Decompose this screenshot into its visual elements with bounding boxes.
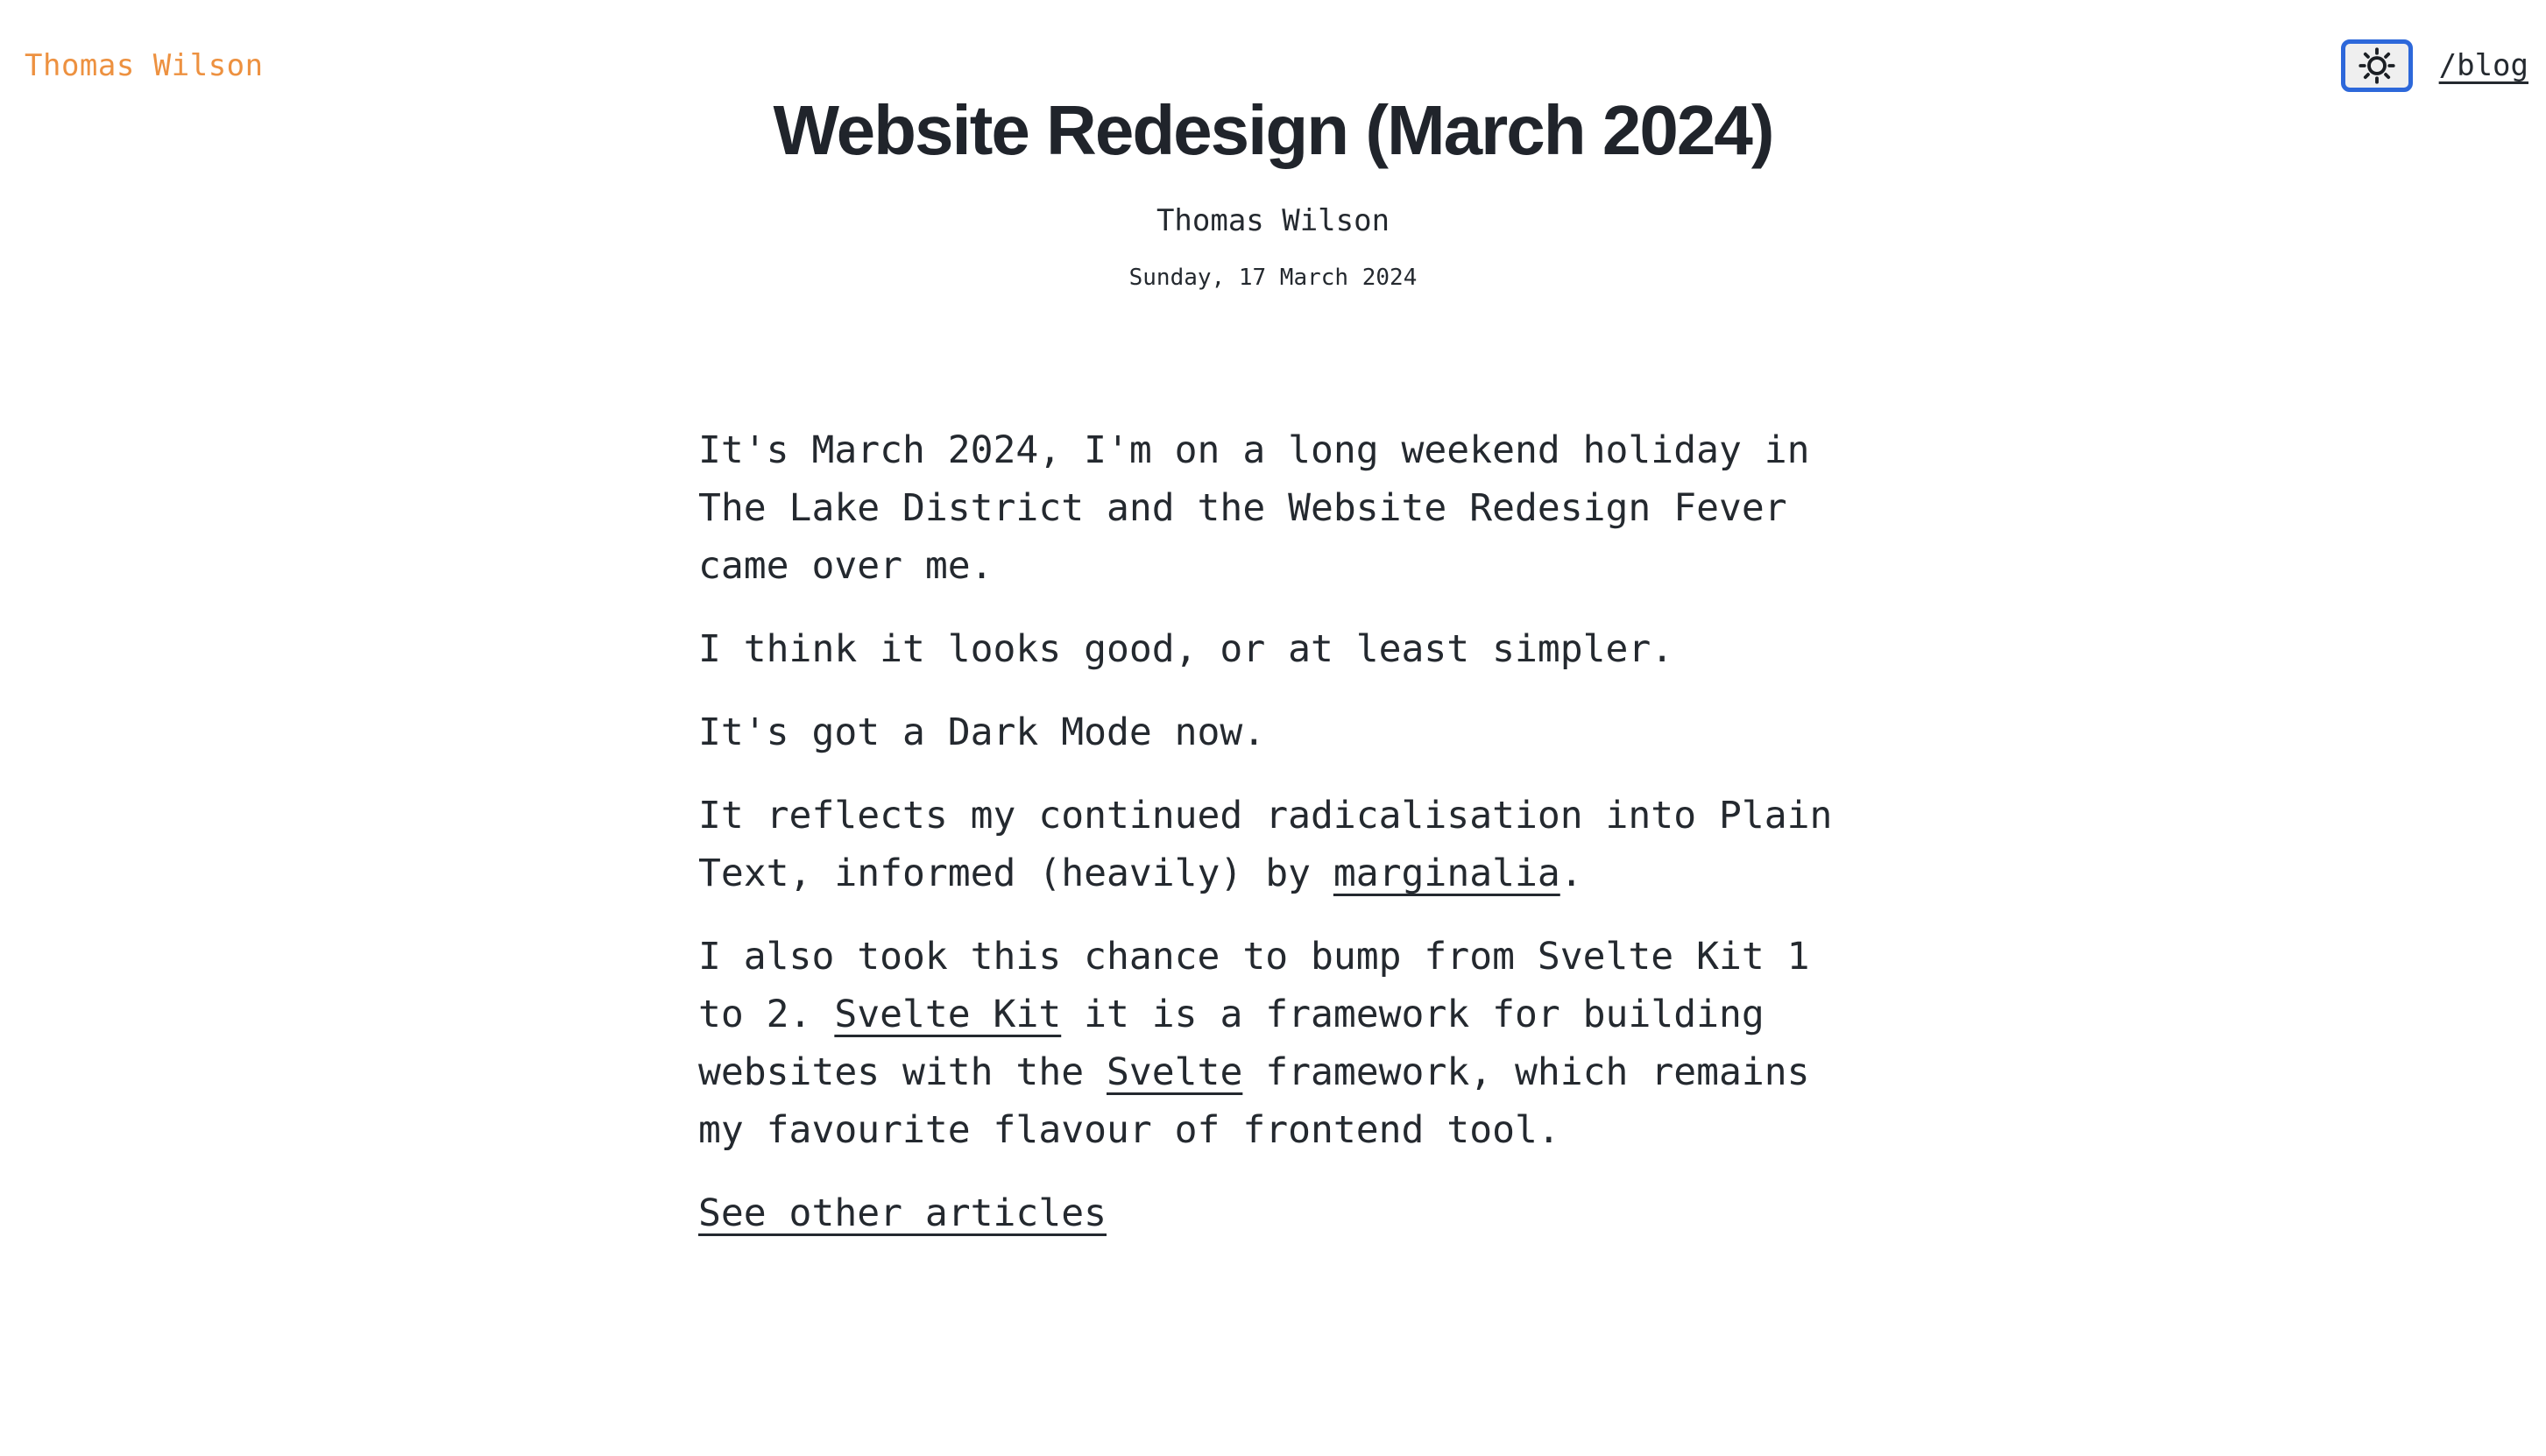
link-see-other-articles[interactable]: See other articles xyxy=(698,1191,1107,1235)
link-svelte[interactable]: Svelte xyxy=(1107,1050,1243,1094)
page-title: Website Redesign (March 2024) xyxy=(773,91,1773,169)
text-run: framework, which remains my favourite flavour of frontend tool. xyxy=(698,1050,1810,1152)
sun-icon xyxy=(2358,46,2396,85)
article-date: Sunday, 17 March 2024 xyxy=(1128,265,1418,291)
text-run: I also took this chance to bump from Svelte Kit 1 to 2. xyxy=(698,935,1810,1036)
main-content xyxy=(698,92,1848,1242)
link-marginalia[interactable]: marginalia xyxy=(1333,852,1560,895)
paragraph xyxy=(698,421,1848,595)
paragraph xyxy=(698,620,1848,678)
paragraph xyxy=(698,787,1848,902)
paragraph xyxy=(698,928,1848,1159)
paragraph xyxy=(698,1184,1848,1242)
article-body xyxy=(698,421,1848,1242)
text-run: it is a framework for building websites with the xyxy=(698,993,1765,1094)
site-name-link[interactable]: Thomas Wilson xyxy=(25,48,264,83)
text-run: I think it looks good, or at least simpler. xyxy=(698,627,1674,671)
paragraph xyxy=(698,703,1848,761)
text-run: It reflects my continued radicalisation into Plain Text, informed (heavily) by xyxy=(698,794,1833,895)
text-run: . xyxy=(1559,852,1583,895)
text-run: It's March 2024, I'm on a long weekend holiday in The Lake District and the Website Redesign Fever came over me. xyxy=(698,428,1810,588)
theme-toggle-button[interactable] xyxy=(2341,39,2413,92)
article-author: Thomas Wilson xyxy=(1156,203,1390,238)
header-nav xyxy=(2341,39,2528,92)
blog-link[interactable]: /blog xyxy=(2438,48,2528,83)
text-run: It's got a Dark Mode now. xyxy=(698,710,1266,754)
link-svelte-kit[interactable]: Svelte Kit xyxy=(834,993,1062,1036)
